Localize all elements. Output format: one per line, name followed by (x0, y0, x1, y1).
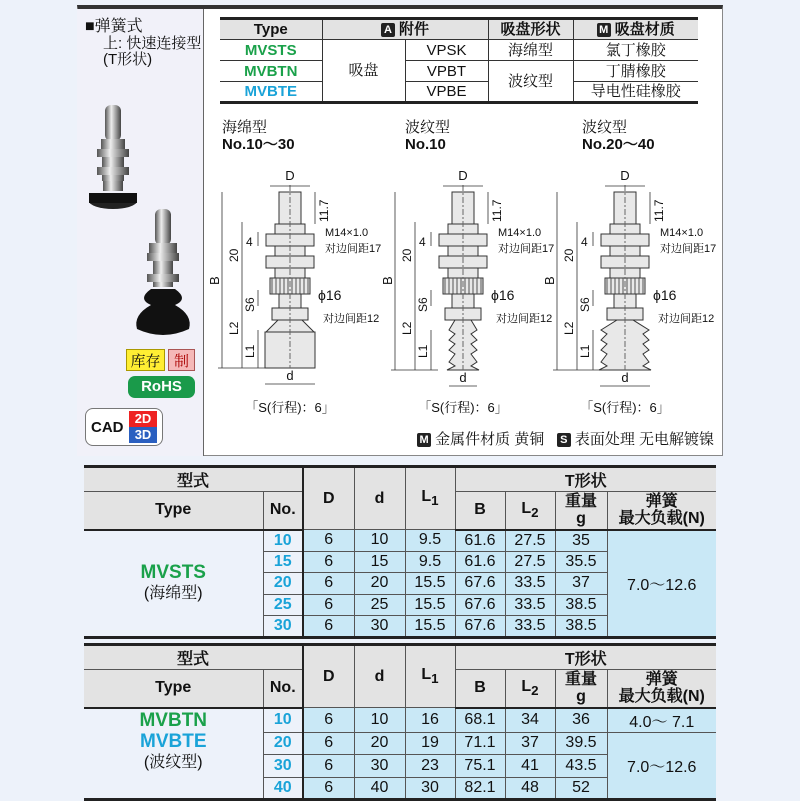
surface-treatment: 表面处理 无电解镀镍 (574, 431, 714, 448)
cell-L1: 23 (405, 755, 455, 778)
cell-D: 6 (303, 755, 354, 778)
cell-L1: 15.5 (405, 573, 455, 595)
cell-no: 10 (263, 530, 303, 552)
cell-L1: 16 (405, 708, 455, 733)
cell-no: 20 (263, 573, 303, 595)
dim-20: 20 (400, 248, 414, 262)
cell-D: 6 (303, 594, 354, 616)
th-no: No. (263, 492, 303, 530)
type-note: (波纹型) (143, 753, 203, 771)
cell-L1: 9.5 (405, 551, 455, 573)
cell-B: 75.1 (455, 755, 505, 778)
cell-spring: 4.0～ 7.1 (607, 708, 716, 733)
cell-d: 20 (354, 573, 405, 595)
series-shape: (T形状) (103, 51, 153, 68)
cell-d: 30 (354, 755, 405, 778)
cell-B: 67.6 (455, 573, 505, 595)
fitting (279, 192, 301, 224)
dim-hex12: 对边间距12 (323, 313, 380, 325)
diagram-title: 海绵型 (222, 119, 268, 136)
cell-d: 15 (354, 551, 405, 573)
dim-S6: S6 (243, 297, 257, 312)
cell-B: 67.6 (455, 594, 505, 616)
cad-label: CAD (91, 419, 124, 436)
th-D: D (303, 467, 354, 530)
dim-D: D (458, 168, 468, 183)
cell-g: 43.5 (555, 755, 607, 778)
material-icon: M (597, 23, 611, 37)
th-shape: 吸盘形状 (488, 19, 573, 40)
dim-phi16: ϕ16 (491, 287, 515, 303)
dim-4: 4 (581, 235, 588, 249)
th-B: B (455, 492, 505, 530)
dim-4: 4 (419, 235, 426, 249)
cell-D: 6 (303, 616, 354, 638)
dim-B: B (542, 276, 557, 285)
cell-g: 39.5 (555, 732, 607, 755)
spec-table-mvbt (84, 643, 716, 801)
dim-S6: S6 (416, 297, 430, 312)
cell-no: 25 (263, 594, 303, 616)
dim-d: d (621, 370, 629, 385)
cell-L1: 15.5 (405, 616, 455, 638)
cell-d: 10 (354, 530, 405, 552)
dim-phi16: ϕ16 (318, 287, 342, 303)
cell-g: 36 (555, 708, 607, 733)
th-weight: 重量 g (555, 492, 607, 530)
cell-g: 35 (555, 530, 607, 552)
cell-L2: 37 (505, 732, 555, 755)
stock-badge: 库存 (126, 349, 165, 371)
fitting (614, 192, 636, 224)
dim-d: d (286, 368, 294, 383)
dim-phi16: ϕ16 (653, 287, 677, 303)
th-type: Type (220, 19, 322, 40)
th-D: D (303, 645, 354, 708)
cad-3d: 3D (129, 427, 157, 443)
dim-S6: S6 (578, 297, 592, 312)
shape-bellows: 波纹型 (488, 61, 573, 103)
cell-g: 52 (555, 777, 607, 800)
surface-icon: S (557, 433, 571, 447)
th-L2: $L_2$ (505, 670, 555, 708)
type-name-1: MVBTN (139, 709, 208, 731)
cell-L2: 41 (505, 755, 555, 778)
diagram-range: No.20～40 (582, 136, 655, 153)
cell-spring: 7.0～12.6 (607, 732, 716, 800)
th-model: 型式 (84, 467, 303, 492)
cell-B: 67.6 (455, 616, 505, 638)
cell-L2: 27.5 (505, 551, 555, 573)
dim-D: D (285, 168, 295, 183)
cell-no: 20 (263, 732, 303, 755)
cell-D: 6 (303, 732, 354, 755)
dim-thread: M14×1.0 (498, 227, 542, 239)
dim-hex17: 对边间距17 (660, 243, 717, 255)
metal-icon: M (417, 433, 431, 447)
shape-sponge: 海绵型 (488, 40, 573, 61)
diagram-1 (207, 118, 381, 415)
cell-no: 30 (263, 616, 303, 638)
cell-no: 30 (263, 755, 303, 778)
cell-L2: 33.5 (505, 573, 555, 595)
type-cell (84, 530, 263, 638)
cell-d: 30 (354, 616, 405, 638)
dim-d: d (459, 370, 467, 385)
th-material: M 吸盘材质 (573, 19, 698, 40)
table-row (84, 530, 716, 552)
series-subtitle: 上: 快速连接型 (103, 35, 202, 52)
dim-D: D (620, 168, 630, 183)
dim-hex12: 对边间距12 (658, 313, 715, 325)
type-note: (海绵型) (143, 584, 203, 602)
series-title: ■弹簧式 (85, 18, 143, 35)
dim-L1: L1 (578, 344, 592, 358)
cell-g: 35.5 (555, 551, 607, 573)
cell-g: 38.5 (555, 594, 607, 616)
cell-D: 6 (303, 573, 354, 595)
spec-table-mvsts (84, 465, 716, 639)
type-mvsts: MVSTS (220, 40, 322, 61)
th-spring: 弹簧 最大负载(N) (607, 492, 716, 530)
material-note (417, 428, 714, 449)
cell-spring: 7.0～12.6 (607, 530, 716, 638)
dim-hex12: 对边间距12 (496, 313, 553, 325)
dim-11-7: 11.7 (317, 199, 331, 222)
metal-material: 金属件材质 黄铜 (435, 431, 545, 448)
cell-D: 6 (303, 551, 354, 573)
stroke-note: 「S(行程)：6」 (580, 400, 670, 415)
accessory-name: 吸盘 (322, 40, 405, 103)
cell-D: 6 (303, 708, 354, 733)
cell-D: 6 (303, 530, 354, 552)
table-row (84, 708, 716, 733)
dim-20: 20 (562, 248, 576, 262)
diagram-2 (380, 118, 554, 415)
dim-hex17: 对边间距17 (498, 243, 555, 255)
cell-L2: 48 (505, 777, 555, 800)
diagram-title: 波纹型 (405, 119, 451, 136)
cell-L2: 27.5 (505, 530, 555, 552)
th-B: B (455, 670, 505, 708)
cad-2d: 2D (129, 411, 157, 427)
cell-d: 25 (354, 594, 405, 616)
cell-L1: 9.5 (405, 530, 455, 552)
cell-g: 38.5 (555, 616, 607, 638)
cell-L1: 30 (405, 777, 455, 800)
dim-L2: L2 (227, 321, 241, 335)
diagram-range: No.10～30 (222, 136, 295, 153)
th-L2: $L_2$ (505, 492, 555, 530)
part-vpbt: VPBT (405, 61, 488, 82)
cell-L1: 15.5 (405, 594, 455, 616)
cell-B: 71.1 (455, 732, 505, 755)
th-t-shape: T形状 (455, 467, 716, 492)
dim-B: B (207, 276, 222, 285)
cell-D: 6 (303, 777, 354, 800)
cell-d: 10 (354, 708, 405, 733)
cell-no: 10 (263, 708, 303, 733)
dim-L1: L1 (243, 344, 257, 358)
stroke-note: 「S(行程)：6」 (245, 400, 335, 415)
type-name: MVSTS (140, 561, 206, 583)
material-2: 丁腈橡胶 (573, 61, 698, 82)
cell-B: 68.1 (455, 708, 505, 733)
th-L1: $L_1$ (405, 645, 455, 708)
diagram-3 (542, 118, 716, 415)
material-3: 导电性硅橡胶 (573, 82, 698, 103)
dim-hex17: 对边间距17 (325, 243, 382, 255)
cell-g: 37 (555, 573, 607, 595)
cell-no: 15 (263, 551, 303, 573)
type-cell (84, 708, 263, 800)
dim-20: 20 (227, 248, 241, 262)
cell-B: 82.1 (455, 777, 505, 800)
cell-L2: 33.5 (505, 616, 555, 638)
diagram-title: 波纹型 (582, 119, 628, 136)
dim-B: B (380, 276, 395, 285)
type-name-2: MVBTE (140, 730, 207, 752)
th-d: d (354, 467, 405, 530)
cell-B: 61.6 (455, 530, 505, 552)
dim-4: 4 (246, 235, 253, 249)
accessory-icon: A (381, 23, 395, 37)
make-badge: 制 (168, 349, 195, 371)
diagram-range: No.10 (405, 136, 446, 153)
th-t-shape: T形状 (455, 645, 716, 670)
part-vpbe: VPBE (405, 82, 488, 103)
type-mvbte: MVBTE (220, 82, 322, 103)
cell-d: 20 (354, 732, 405, 755)
th-no: No. (263, 670, 303, 708)
th-L1: $L_1$ (405, 467, 455, 530)
material-1: 氯丁橡胶 (573, 40, 698, 61)
fitting (452, 192, 474, 224)
th-type: Type (84, 670, 263, 708)
th-accessory: A 附件 (322, 19, 488, 40)
dim-thread: M14×1.0 (660, 227, 704, 239)
part-vpsk: VPSK (405, 40, 488, 61)
stroke-note: 「S(行程)：6」 (418, 400, 508, 415)
dim-L2: L2 (562, 321, 576, 335)
dim-thread: M14×1.0 (325, 227, 369, 239)
type-mvbtn: MVBTN (220, 61, 322, 82)
th-weight: 重量 g (555, 670, 607, 708)
cell-B: 61.6 (455, 551, 505, 573)
rohs-badge: RoHS (128, 376, 195, 398)
cell-L2: 34 (505, 708, 555, 733)
dim-11-7: 11.7 (490, 199, 504, 222)
th-spring: 弹簧 最大负载(N) (607, 670, 716, 708)
dim-L2: L2 (400, 321, 414, 335)
dim-11-7: 11.7 (652, 199, 666, 222)
cell-d: 40 (354, 777, 405, 800)
cell-L2: 33.5 (505, 594, 555, 616)
cell-L1: 19 (405, 732, 455, 755)
cell-no: 40 (263, 777, 303, 800)
th-d: d (354, 645, 405, 708)
dim-L1: L1 (416, 344, 430, 358)
th-type: Type (84, 492, 263, 530)
th-model: 型式 (84, 645, 303, 670)
